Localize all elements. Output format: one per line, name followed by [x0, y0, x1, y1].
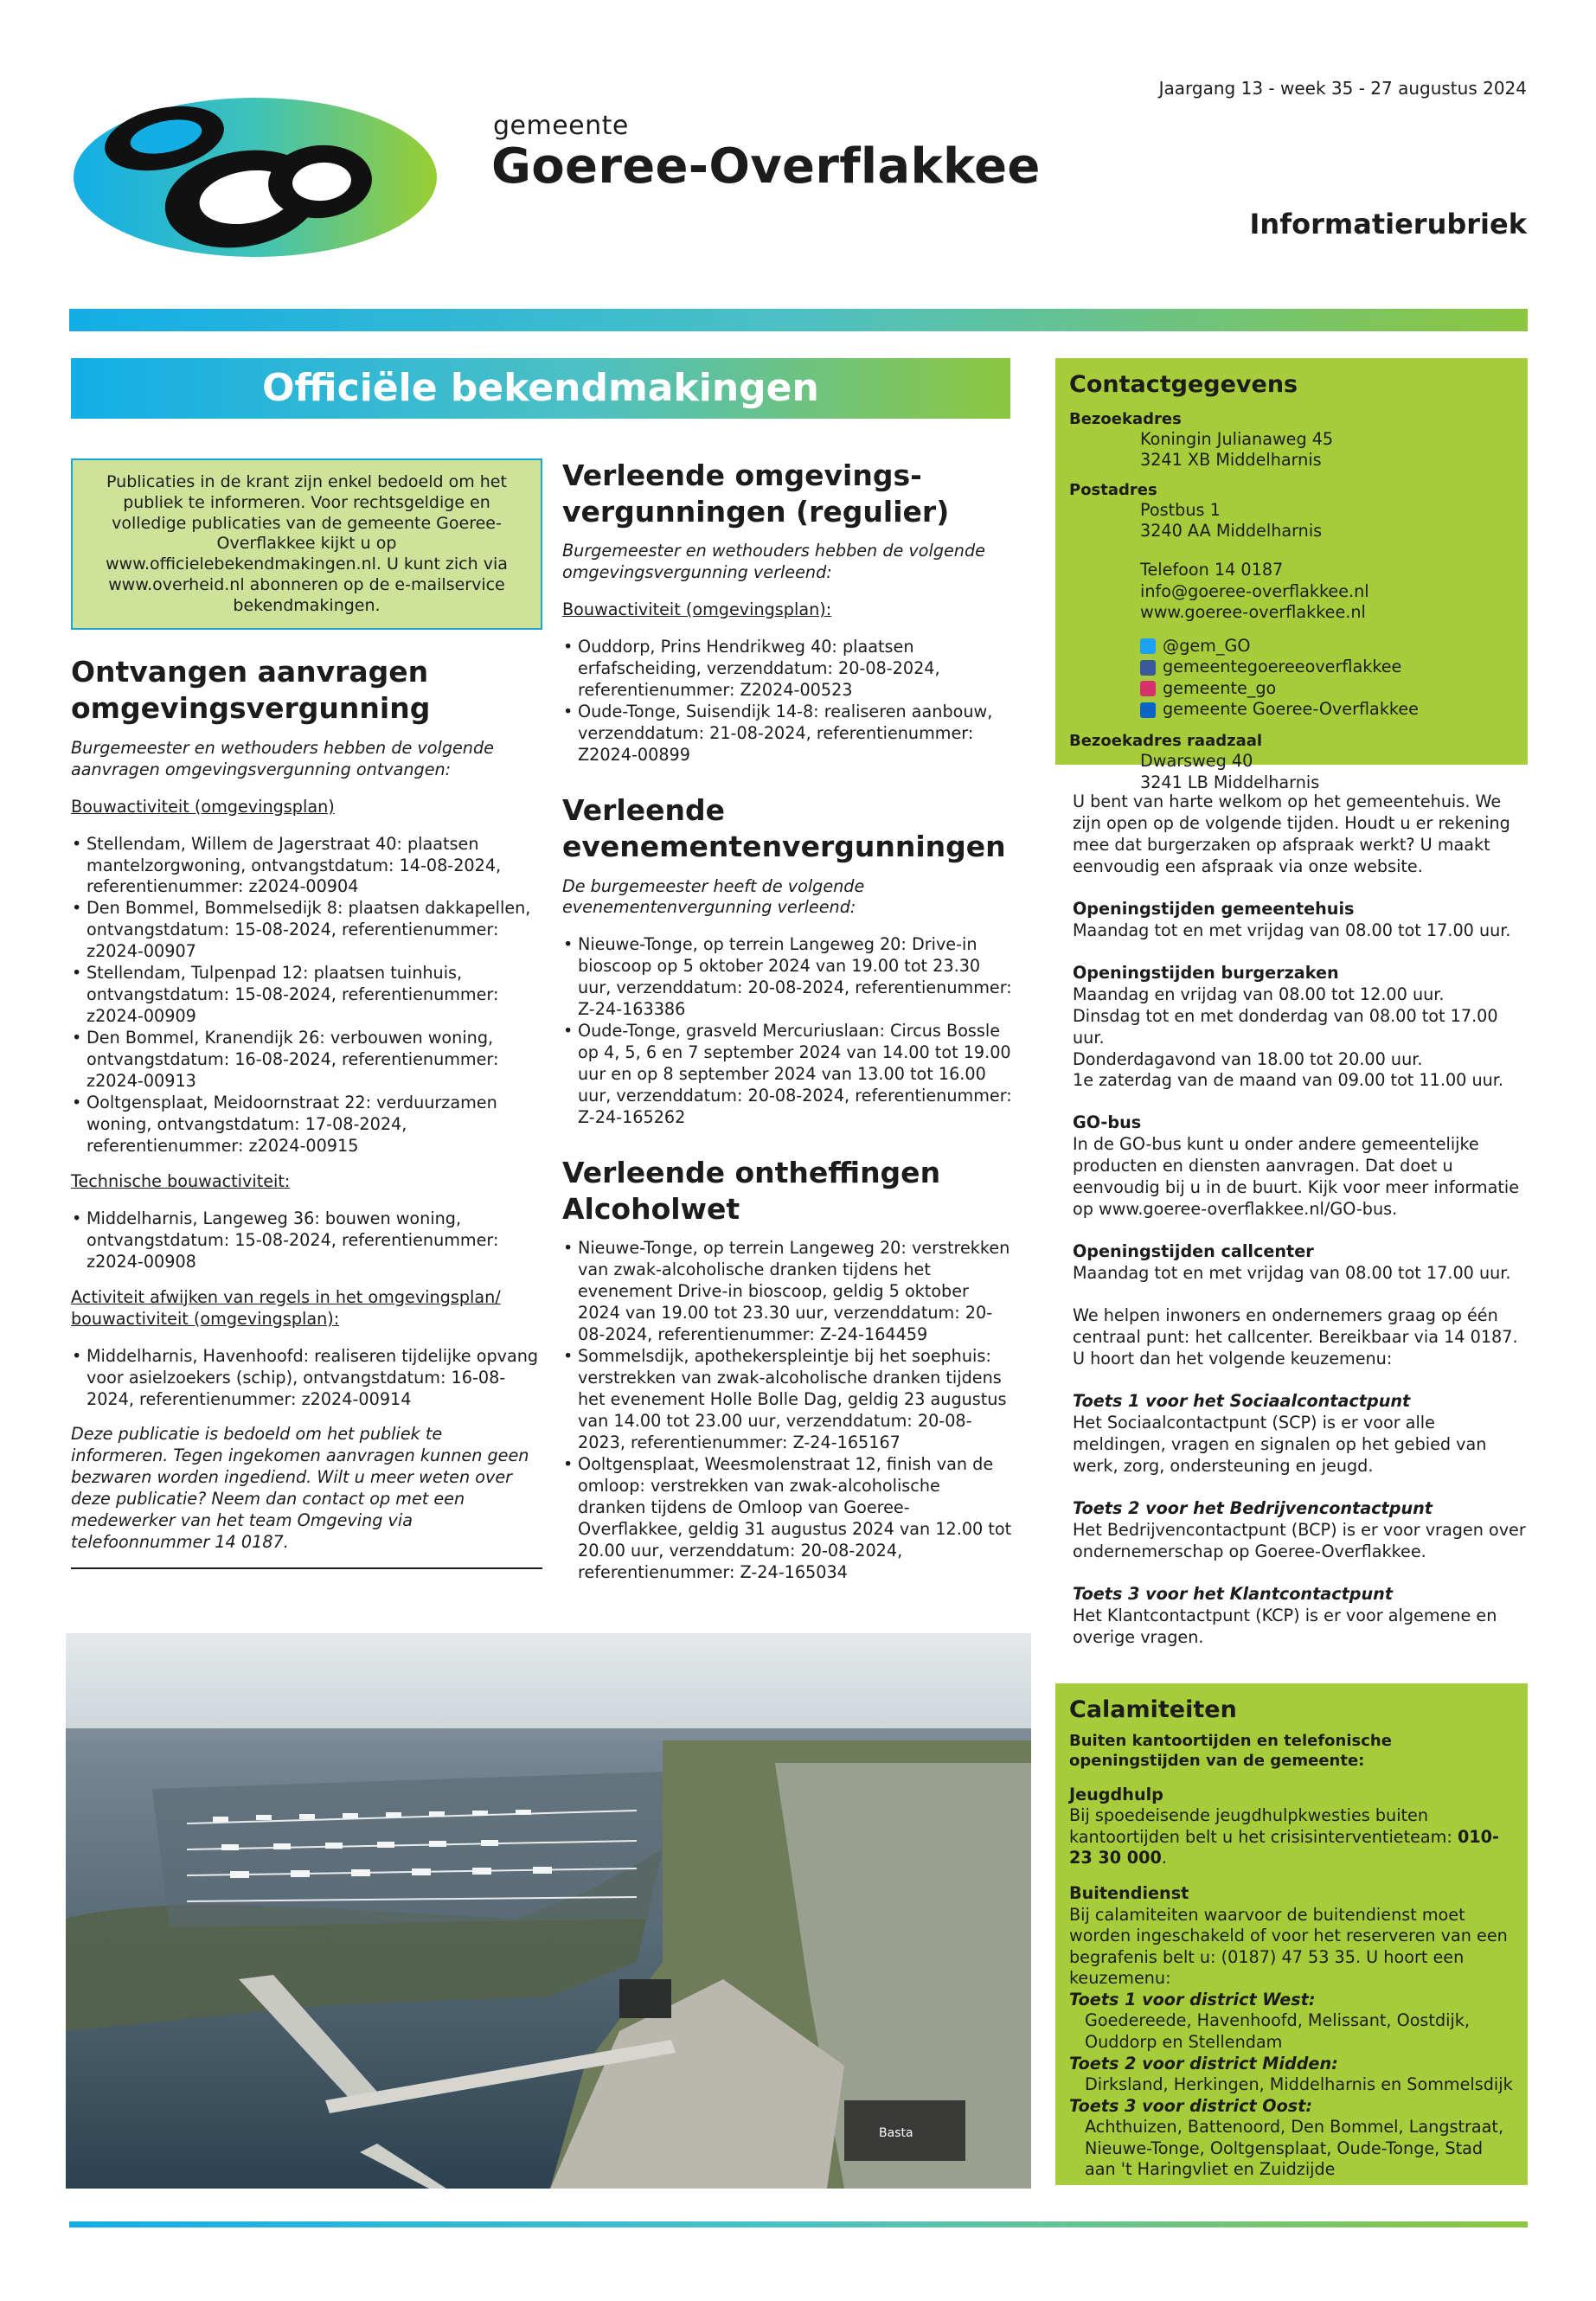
- social-instagram[interactable]: [1069, 678, 1514, 700]
- section-intro: Burgemeester en wethouders hebben de volgende aanvragen omgevingsvergunning ontvangen:: [71, 737, 494, 779]
- buitendienst: [1069, 1883, 1514, 2181]
- closing-note: Deze publicatie is bedoeld om het publiek te informeren. Tegen ingekomen aanvragen kunnen geen bezwaren worden ingediend. Wilt u meer weten over deze publicatie? Neem dan contact op met een medewerker van het team Omgeving via telefoonnummer 14 0187.: [71, 1424, 529, 1553]
- municipality-logo: [69, 78, 450, 268]
- org-prefix: gemeente: [493, 111, 629, 141]
- visit-label: Bezoekadres: [1069, 409, 1182, 428]
- callcenter-help: We helpen inwoners en ondernemers graag op één centraal punt: het callcenter. Bereikbaar via 14 0187. U hoort dan het volgende keuzemenu:: [1073, 1305, 1518, 1369]
- section-ontheffingen: [562, 1155, 1012, 1584]
- linkedin-icon: [1140, 702, 1156, 718]
- section-rule: [71, 1567, 542, 1569]
- section-heading: Verleende ontheffingen Alcoholwet: [562, 1156, 941, 1227]
- list-item: • Middelharnis, Langeweg 36: bouwen woning, ontvangstdatum: 15-08-2024, referentienummer: z2024-00908: [71, 1208, 542, 1273]
- info-text: Het Sociaalcontactpunt (SCP) is er voor alle meldingen, vragen en signalen op het gebied van werk, zorg, ondersteuning en jeugd.: [1073, 1412, 1487, 1476]
- list-item: • Ouddorp, Prins Hendrikweg 40: plaatsen erfafscheiding, verzenddatum: 20-08-2024, referentienummer: Z2024-00523: [562, 637, 1012, 702]
- social-twitter[interactable]: [1069, 636, 1514, 657]
- subheading: Bouwactiviteit (omgevingsplan): [71, 796, 335, 817]
- section-intro: Burgemeester en wethouders hebben de volgende omgevingsvergunning verleend:: [562, 541, 985, 583]
- column-aanvragen: [71, 458, 542, 1569]
- info-heading: Jeugdhulp: [1069, 1784, 1163, 1804]
- info-heading: Openingstijden callcenter: [1073, 1241, 1314, 1262]
- info-line: Donderdagavond van 18.00 tot 20.00 uur.: [1073, 1048, 1423, 1069]
- section-heading: Ontvangen aanvragen omgevingsvergunning: [71, 655, 431, 726]
- info-heading: Toets 3 voor het Klantcontactpunt: [1073, 1583, 1393, 1604]
- opening-gemeentehuis: [1073, 899, 1527, 942]
- contact-box: [1055, 358, 1528, 792]
- subheading: Technische bouwactiviteit:: [71, 1170, 291, 1191]
- phone: Telefoon 14 0187: [1140, 559, 1284, 580]
- district-places: Achthuizen, Battenoord, Den Bommel, Langstraat, Nieuwe-Tonge, Ooltgensplaat, Oude-Tonge, Stad aan 't Haringvliet en Zuidzijde: [1085, 2117, 1504, 2180]
- info-heading: Toets 1 voor het Sociaalcontactpunt: [1073, 1390, 1411, 1411]
- twitter-handle: @gem_GO: [1163, 635, 1251, 656]
- subheading: Bouwactiviteit (omgevingsplan):: [562, 599, 832, 620]
- email-link[interactable]: info@goeree-overflakkee.nl: [1140, 580, 1369, 601]
- info-text: Het Klantcontactpunt (KCP) is er voor algemene en overige vragen.: [1073, 1605, 1497, 1647]
- subheading: Activiteit afwijken van regels in het omgevingsplan/ bouwactiviteit (omgevingsplan):: [71, 1286, 501, 1329]
- district-heading: Toets 2 voor district Midden:: [1069, 2053, 1338, 2073]
- bullet-list: [71, 834, 542, 1157]
- bullet-list: [71, 1208, 542, 1273]
- calamiteiten-box: [1055, 1683, 1528, 2185]
- section-verleend: [562, 458, 1012, 766]
- list-item: • Middelharnis, Havenhoofd: realiseren tijdelijke opvang voor asielzoekers (schip), ontvangstdatum: 16-08-2024, referentienummer: z2024-00914: [71, 1346, 542, 1411]
- info-heading: Buitendienst: [1069, 1882, 1189, 1903]
- website-link[interactable]: www.goeree-overflakkee.nl: [1140, 602, 1366, 623]
- list-item: • Ooltgensplaat, Meidoornstraat 22: verduurzamen woning, ontvangstdatum: 17-08-2024, referentienummer: z2024-00915: [71, 1093, 542, 1157]
- bottom-divider: [69, 2221, 1528, 2227]
- raad-label: Bezoekadres raadzaal: [1069, 731, 1263, 750]
- twitter-icon: [1140, 638, 1156, 654]
- banner-title: Officiële bekendmakingen: [71, 358, 1010, 419]
- opening-callcenter: [1073, 1241, 1527, 1285]
- info-text: Maandag tot en met vrijdag van 08.00 tot 17.00 uur.: [1073, 920, 1511, 940]
- list-item: • Sommelsdijk, apothekerspleintje bij het soephuis: verstrekken van zwak-alcoholische dranken tijdens het evenement Holle Bolle Dag, geldig 23 augustus van 14.00 tot 23.00 uur, verzenddatum: 20-08-2023, referentienummer: Z-24-165167: [562, 1346, 1012, 1454]
- go-bus: [1073, 1112, 1527, 1221]
- info-heading: Openingstijden burgerzaken: [1073, 962, 1339, 983]
- social-linkedin[interactable]: [1069, 699, 1514, 721]
- list-item: • Stellendam, Willem de Jagerstraat 40: plaatsen mantelzorgwoning, ontvangstdatum: 14-08-2024, referentienummer: z2024-00904: [71, 834, 542, 899]
- info-text: Bij calamiteiten waarvoor de buitendienst moet worden ingeschakeld of voor het reserveren van een begrafenis belt u: (0187) 47 53 35. U hoort een keuzemenu:: [1069, 1904, 1508, 1989]
- list-item: • Den Bommel, Kranendijk 26: verbouwen woning, ontvangstdatum: 16-08-2024, referentienummer: z2024-00913: [71, 1028, 542, 1093]
- photo-sign-text: Basta: [879, 2126, 913, 2140]
- post-city: 3240 AA Middelharnis: [1140, 521, 1323, 542]
- org-name: Goeree-Overflakkee: [491, 138, 1041, 195]
- list-item: • Nieuwe-Tonge, op terrein Langeweg 20: verstrekken van zwak-alcoholische dranken tijdens het evenement Drive-in bioscoop, geldig 5 oktober 2024 van 19.00 tot 23.30 uur, verzenddatum: 20-08-2024, referentienummer: Z-24-164459: [562, 1238, 1012, 1346]
- raad-city: 3241 LB Middelharnis: [1140, 772, 1320, 792]
- list-item: • Ooltgensplaat, Weesmolenstraat 12, finish van de omloop: verstrekken van zwak-alcoholische dranken tijdens de Omloop van Goeree-Overflakkee, geldig 31 augustus 2024 van 12.00 tot 20.00 uur, verzenddatum: 20-08-2024, referentienummer: Z-24-165034: [562, 1454, 1012, 1584]
- linkedin-handle: gemeente Goeree-Overflakkee: [1163, 699, 1419, 720]
- section-heading: Verleende omgevings-vergunningen (regulier): [562, 458, 950, 529]
- toets-3: [1073, 1584, 1527, 1649]
- district-places: Dirksland, Herkingen, Middelharnis en Sommelsdijk: [1085, 2074, 1513, 2095]
- info-heading: GO-bus: [1073, 1112, 1142, 1133]
- instagram-handle: gemeente_go: [1163, 677, 1277, 698]
- column-verleend: [562, 454, 1012, 1610]
- post-box: Postbus 1: [1140, 499, 1221, 520]
- raad-street: Dwarsweg 40: [1140, 751, 1253, 771]
- welcome-text: U bent van harte welkom op het gemeentehuis. We zijn open op de volgende tijden. Houdt u er rekening mee dat burgerzaken op afspraak werkt? U maakt eenvoudig een afspraak via onze website.: [1073, 792, 1510, 876]
- visit-street: Koningin Julianaweg 45: [1140, 428, 1334, 449]
- section-title: Informatierubriek: [1249, 208, 1527, 240]
- bullet-list: [562, 637, 1012, 766]
- column-info: [1073, 792, 1527, 1670]
- facebook-icon: [1140, 660, 1156, 676]
- crisis-phone: 010-23 30 000: [1069, 1826, 1499, 1868]
- info-text: Het Bedrijvencontactpunt (BCP) is er voor vragen over ondernemerschap op Goeree-Overflakkee.: [1073, 1519, 1526, 1561]
- info-line: Dinsdag tot en met donderdag van 08.00 tot 17.00 uur.: [1073, 1005, 1498, 1048]
- calamiteiten-title: Calamiteiten: [1069, 1696, 1237, 1723]
- post-label: Postadres: [1069, 480, 1157, 499]
- top-divider: [69, 309, 1528, 331]
- info-text: In de GO-bus kunt u onder andere gemeentelijke producten en diensten aanvragen. Dat doet u eenvoudig bij u in de buurt. Kijk voor meer informatie op www.goeree-overflakkee.nl/GO-bus.: [1073, 1134, 1520, 1220]
- info-line: 1e zaterdag van de maand van 09.00 tot 11.00 uur.: [1073, 1070, 1504, 1091]
- list-item: • Oude-Tonge, Suisendijk 14-8: realiseren aanbouw, verzenddatum: 21-08-2024, referentienummer: Z2024-00899: [562, 702, 1012, 766]
- list-item: • Nieuwe-Tonge, op terrein Langeweg 20: Drive-in bioscoop op 5 oktober 2024 van 19.00 tot 23.30 uur, verzenddatum: 20-08-2024, referentienummer: Z-24-163386: [562, 934, 1012, 1021]
- jeugdhulp: Jeugdhulp Bij spoedeisende jeugdhulpkwesties buiten kantoortijden belt u het crisisinterventieteam: 010-23 30 000.: [1069, 1785, 1514, 1869]
- list-item: • Den Bommel, Bommelsedijk 8: plaatsen dakkapellen, ontvangstdatum: 15-08-2024, referentienummer: z2024-00907: [71, 898, 542, 963]
- toets-2: [1073, 1498, 1527, 1563]
- toets-1: [1073, 1391, 1527, 1477]
- contact-title: Contactgegevens: [1069, 371, 1298, 398]
- edition-info: Jaargang 13 - week 35 - 27 augustus 2024: [1158, 78, 1527, 99]
- info-heading: Toets 2 voor het Bedrijvencontactpunt: [1073, 1497, 1433, 1518]
- facebook-handle: gemeentegoereeoverflakkee: [1163, 657, 1402, 677]
- instagram-icon: [1140, 681, 1156, 696]
- section-intro: De burgemeester heeft de volgende evenementenvergunning verleend:: [562, 875, 865, 918]
- marina-photo: [66, 1633, 1031, 2189]
- list-item: • Oude-Tonge, grasveld Mercuriuslaan: Circus Bossle op 4, 5, 6 en 7 september 2024 van 14.00 tot 19.00 uur en op 8 september 2024 van 13.00 tot 16.00 uur, verzenddatum: 20-08-2024, referentienummer: Z-24-165262: [562, 1021, 1012, 1129]
- calamiteiten-subtitle: Buiten kantoortijden en telefonische openingstijden van de gemeente:: [1069, 1731, 1392, 1770]
- bullet-list: [71, 1346, 542, 1411]
- section-heading: Verleende evenementenvergunningen: [562, 793, 1006, 864]
- list-item: • Stellendam, Tulpenpad 12: plaatsen tuinhuis, ontvangstdatum: 15-08-2024, referentienummer: z2024-00909: [71, 963, 542, 1028]
- info-line: Maandag en vrijdag van 08.00 tot 12.00 uur.: [1073, 984, 1445, 1004]
- visit-city: 3241 XB Middelharnis: [1140, 450, 1322, 471]
- district-places: Goedereede, Havenhoofd, Melissant, Oostdijk, Ouddorp en Stellendam: [1085, 2010, 1471, 2052]
- notice-box: Publicaties in de krant zijn enkel bedoeld om het publiek te informeren. Voor rechtsgeldige en volledige publicaties van de gemeente Goeree-Overflakkee kijkt u op www.officielebekendmakingen.nl. U kunt zich via www.overheid.nl abonneren op de e-mailservice bekendmakingen.: [71, 458, 542, 630]
- district-heading: Toets 1 voor district West:: [1069, 1989, 1316, 2009]
- bullet-list: [562, 934, 1012, 1129]
- social-facebook[interactable]: [1069, 657, 1514, 678]
- info-heading: Openingstijden gemeentehuis: [1073, 898, 1355, 919]
- opening-burgerzaken: [1073, 963, 1527, 1093]
- info-text: Maandag tot en met vrijdag van 08.00 tot 17.00 uur.: [1073, 1263, 1511, 1284]
- district-heading: Toets 3 voor district Oost:: [1069, 2095, 1313, 2116]
- bullet-list: [562, 1238, 1012, 1583]
- info-text: Bij spoedeisende jeugdhulpkwesties buiten kantoortijden belt u het crisisinterventieteam:: [1069, 1805, 1452, 1847]
- section-evenementen: [562, 792, 1012, 1129]
